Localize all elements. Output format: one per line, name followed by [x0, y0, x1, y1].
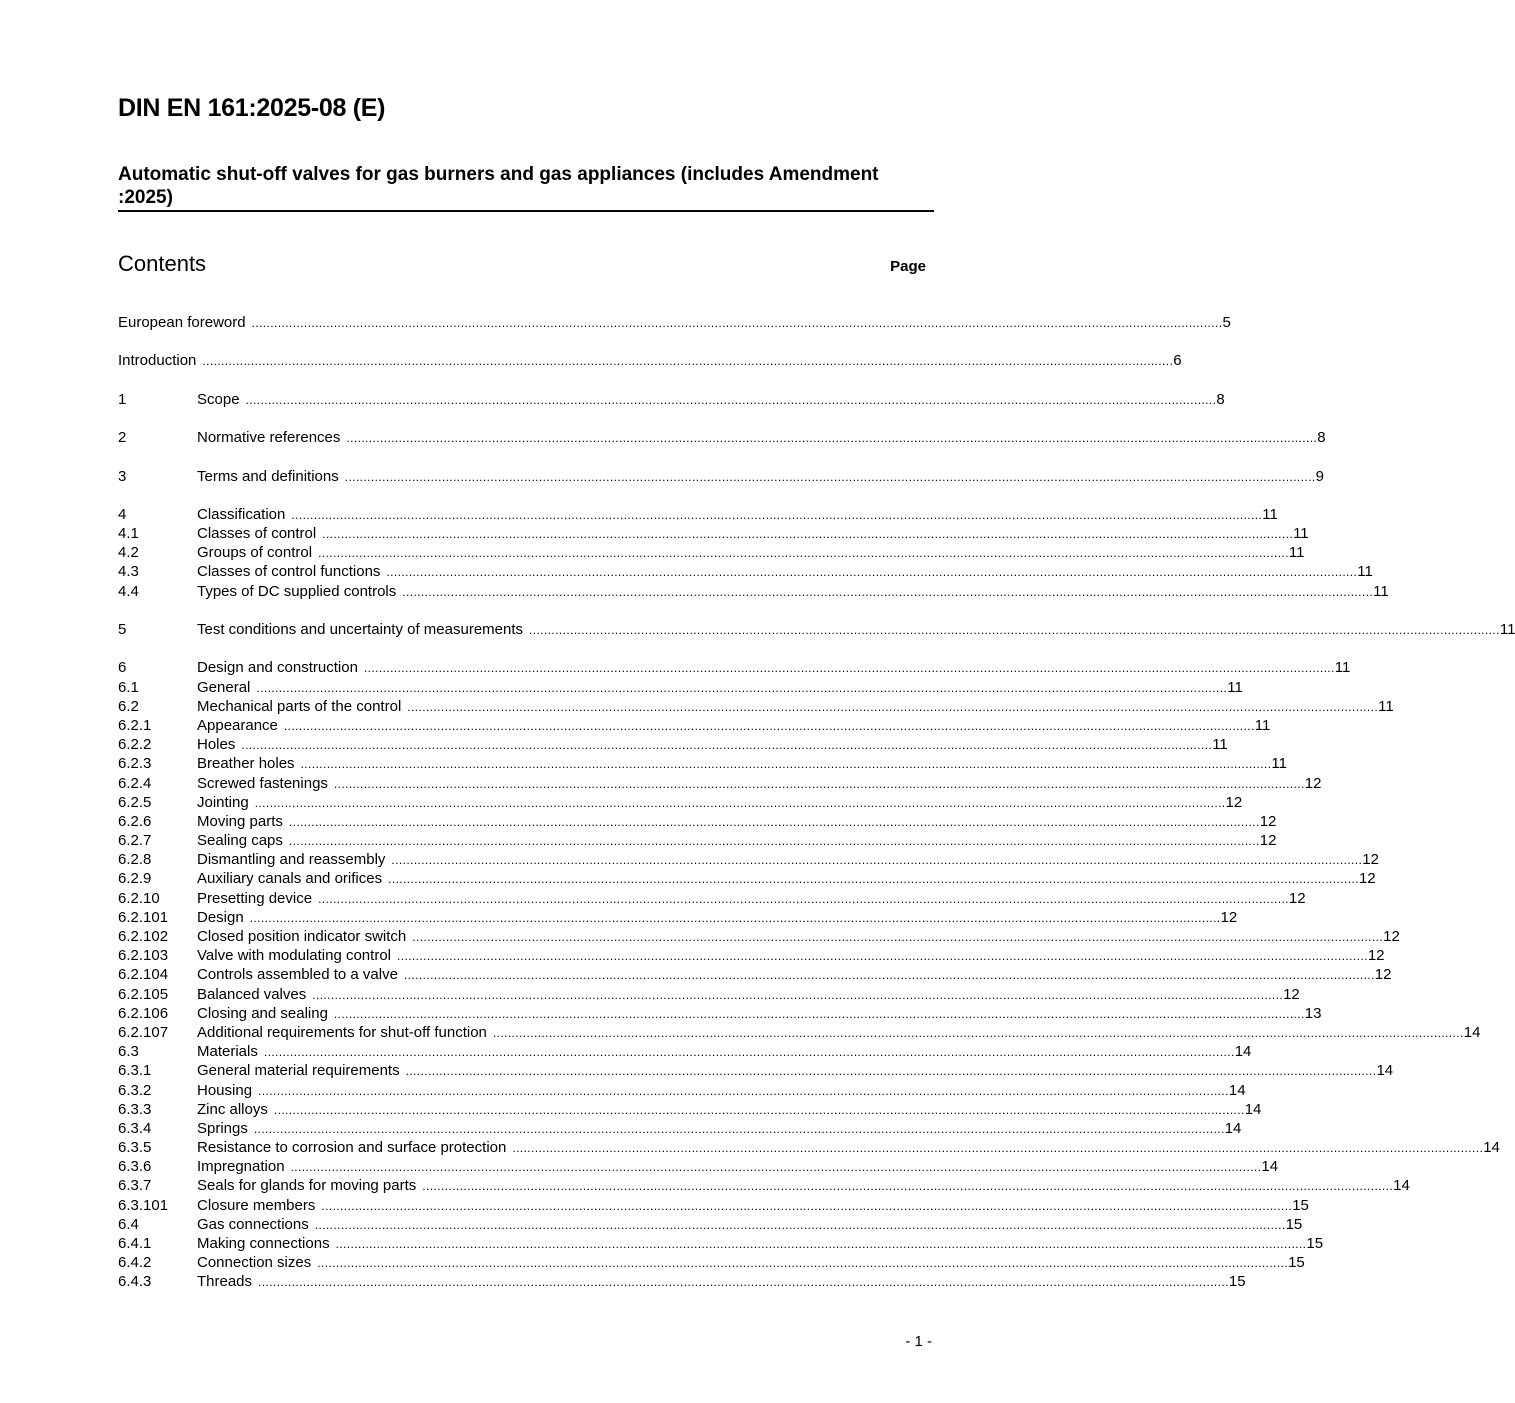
- toc-entry-title: Materials: [197, 1043, 258, 1061]
- toc-entry-page: 12: [1283, 985, 1300, 1003]
- toc-entry-number: 6.2.2: [118, 736, 152, 754]
- dot-leader: ....................................................................................................................................................................................................................................................................: [291, 507, 1263, 522]
- toc-entry-title: Classes of control: [197, 525, 317, 543]
- toc-entry-title: Controls assembled to a valve: [197, 966, 398, 984]
- dot-leader: ....................................................................................................................................................................................................................................................................: [288, 834, 1260, 849]
- dot-leader: ....................................................................................................................................................................................................................................................................: [412, 930, 1384, 944]
- toc-entry-number: 6.2.103: [118, 947, 169, 965]
- toc-entry[interactable]: [118, 1061, 1394, 1080]
- toc-entry-number: 6.2.4: [118, 774, 152, 792]
- dot-leader: ....................................................................................................................................................................................................................................................................: [283, 718, 1255, 733]
- toc-entry[interactable]: [118, 1253, 1305, 1272]
- toc-entry-page: 9: [1315, 467, 1324, 485]
- dot-leader: ....................................................................................................................................................................................................................................................................: [251, 316, 1223, 330]
- toc-entry-page: 11: [1334, 659, 1351, 677]
- toc-entry-page: 8: [1216, 390, 1225, 408]
- table-of-contents: [118, 313, 1515, 1292]
- toc-entry-page: 11: [1373, 582, 1389, 600]
- dot-leader: ....................................................................................................................................................................................................................................................................: [407, 699, 1379, 714]
- dot-leader: ....................................................................................................................................................................................................................................................................: [318, 546, 1289, 561]
- toc-entry-number: 6.2.7: [118, 832, 152, 850]
- toc-entry-number: 4.4: [118, 582, 139, 600]
- toc-entry[interactable]: [118, 620, 1515, 639]
- toc-entry-number: 6.3.1: [118, 1062, 152, 1080]
- toc-entry-page: 14: [1224, 1119, 1242, 1137]
- toc-entry-title: Mechanical parts of the control: [197, 697, 402, 715]
- toc-entry-number: 6.2.1: [118, 716, 152, 734]
- toc-entry-title: Balanced valves: [197, 985, 307, 1003]
- toc-entry-title: Additional requirements for shut-off function: [197, 1023, 487, 1041]
- toc-entry-number: 4.3: [118, 563, 139, 581]
- dot-leader: ....................................................................................................................................................................................................................................................................: [529, 623, 1500, 637]
- dot-leader: ....................................................................................................................................................................................................................................................................: [202, 354, 1174, 369]
- dot-leader: ....................................................................................................................................................................................................................................................................: [403, 968, 1375, 983]
- toc-entry-number: 4.2: [118, 544, 139, 562]
- toc-entry-page: 12: [1367, 947, 1385, 965]
- toc-entry-number: 6.3.5: [118, 1139, 152, 1157]
- toc-entry-page: 12: [1358, 870, 1376, 888]
- toc-entry[interactable]: [118, 889, 1306, 908]
- toc-entry-title: Closing and sealing: [197, 1004, 328, 1022]
- toc-entry-title: Housing: [197, 1081, 253, 1099]
- dot-leader: ....................................................................................................................................................................................................................................................................: [335, 1237, 1307, 1251]
- toc-entry-number: 6.2.102: [118, 928, 169, 945]
- toc-entry-page: 15: [1228, 1273, 1246, 1291]
- toc-entry[interactable]: [118, 543, 1305, 562]
- toc-entry-page: 13: [1304, 1004, 1322, 1022]
- toc-entry-title: Normative references: [197, 429, 341, 447]
- toc-entry[interactable]: [118, 774, 1322, 793]
- toc-entry-number: 3: [118, 467, 127, 485]
- toc-entry-page: 15: [1288, 1254, 1305, 1272]
- toc-entry-page: 12: [1288, 889, 1306, 907]
- toc-entry[interactable]: [118, 1119, 1242, 1138]
- dot-leader: ....................................................................................................................................................................................................................................................................: [405, 1064, 1377, 1079]
- toc-entry-title: Holes: [197, 736, 236, 754]
- toc-entry[interactable]: [118, 582, 1389, 601]
- dot-leader: ....................................................................................................................................................................................................................................................................: [346, 431, 1318, 446]
- dot-leader: ....................................................................................................................................................................................................................................................................: [363, 661, 1335, 676]
- toc-entry-page: 11: [1357, 563, 1373, 581]
- toc-entry-page: 14: [1483, 1139, 1500, 1157]
- toc-entry-page: 12: [1220, 908, 1238, 926]
- toc-entry-number: 6.2.10: [118, 889, 160, 907]
- toc-entry-number: 6.2.104: [118, 966, 169, 984]
- toc-entry-title: Scope: [197, 390, 240, 408]
- toc-entry[interactable]: [118, 1176, 1410, 1195]
- toc-entry[interactable]: [118, 658, 1351, 677]
- toc-entry-page: 15: [1292, 1196, 1309, 1214]
- toc-entry[interactable]: [118, 850, 1379, 869]
- toc-entry[interactable]: [118, 1004, 1322, 1023]
- dot-leader: ....................................................................................................................................................................................................................................................................: [344, 469, 1316, 484]
- toc-entry-number: 1: [118, 390, 127, 408]
- toc-entry-title: European foreword: [118, 314, 246, 331]
- dot-leader: ....................................................................................................................................................................................................................................................................: [241, 738, 1213, 753]
- toc-entry-page: 14: [1393, 1177, 1410, 1195]
- toc-entry-number: 6.2.107: [118, 1023, 169, 1041]
- toc-entry[interactable]: [118, 351, 1182, 370]
- toc-entry-number: 6.4.3: [118, 1273, 152, 1291]
- toc-entry-page: 11: [1499, 621, 1515, 638]
- toc-entry-title: Seals for glands for moving parts: [197, 1177, 417, 1195]
- dot-leader: ....................................................................................................................................................................................................................................................................: [253, 1121, 1225, 1136]
- dot-leader: ....................................................................................................................................................................................................................................................................: [245, 392, 1217, 407]
- toc-entry[interactable]: [118, 831, 1277, 850]
- toc-entry-title: Zinc alloys: [197, 1100, 268, 1118]
- toc-entry[interactable]: [118, 1196, 1309, 1215]
- toc-entry-page: 14: [1261, 1158, 1279, 1176]
- toc-entry[interactable]: [118, 524, 1309, 543]
- title-divider: [118, 210, 934, 212]
- toc-entry-number: 6.2: [118, 697, 139, 715]
- toc-entry-title: Threads: [197, 1273, 253, 1291]
- toc-entry-title: Connection sizes: [197, 1254, 312, 1272]
- toc-entry[interactable]: [118, 908, 1238, 927]
- toc-entry-title: Valve with modulating control: [197, 947, 391, 965]
- toc-entry-number: 6.3.4: [118, 1119, 152, 1137]
- toc-entry-page: 11: [1293, 525, 1309, 543]
- toc-entry-number: 6.3.3: [118, 1100, 152, 1118]
- toc-entry-title: Closure members: [197, 1196, 316, 1214]
- toc-entry-title: Springs: [197, 1119, 248, 1137]
- dot-leader: ....................................................................................................................................................................................................................................................................: [512, 1141, 1484, 1156]
- toc-entry-number: 6.4: [118, 1215, 139, 1233]
- toc-entry-number: 6: [118, 659, 127, 677]
- toc-entry-number: 6.2.9: [118, 870, 152, 888]
- dot-leader: ....................................................................................................................................................................................................................................................................: [397, 949, 1368, 964]
- dot-leader: ....................................................................................................................................................................................................................................................................: [422, 1179, 1394, 1194]
- toc-entry-title: Groups of control: [197, 544, 313, 562]
- toc-entry-page: 14: [1463, 1023, 1481, 1041]
- toc-entry[interactable]: [118, 793, 1243, 812]
- toc-entry-number: 2: [118, 429, 127, 447]
- toc-entry-title: Types of DC supplied controls: [197, 582, 397, 600]
- toc-entry-page: 15: [1285, 1215, 1303, 1233]
- toc-entry[interactable]: [118, 869, 1376, 888]
- toc-entry-page: 12: [1383, 928, 1400, 945]
- toc-entry-title: Resistance to corrosion and surface protection: [197, 1139, 507, 1157]
- toc-entry-page: 6: [1173, 352, 1182, 370]
- toc-entry[interactable]: [118, 1042, 1252, 1061]
- toc-entry-page: 11: [1288, 544, 1305, 562]
- toc-entry-number: 4: [118, 505, 127, 523]
- toc-entry-title: Terms and definitions: [197, 467, 339, 485]
- toc-entry-title: Dismantling and reassembly: [197, 851, 386, 869]
- toc-entry[interactable]: [118, 716, 1271, 735]
- toc-entry-number: 6.3.101: [118, 1196, 169, 1214]
- toc-entry[interactable]: [118, 965, 1392, 984]
- toc-entry[interactable]: [118, 1100, 1262, 1119]
- toc-entry-title: Moving parts: [197, 812, 283, 830]
- toc-entry-title: Making connections: [197, 1235, 330, 1252]
- dot-leader: ....................................................................................................................................................................................................................................................................: [273, 1102, 1245, 1117]
- dot-leader: ....................................................................................................................................................................................................................................................................: [402, 584, 1374, 599]
- toc-entry-number: 6.3: [118, 1043, 139, 1061]
- dot-leader: ....................................................................................................................................................................................................................................................................: [249, 910, 1221, 925]
- toc-entry-page: 14: [1228, 1081, 1246, 1099]
- toc-entry-page: 11: [1378, 697, 1394, 715]
- toc-entry-page: 14: [1244, 1100, 1262, 1118]
- toc-entry-title: General: [197, 678, 251, 696]
- toc-entry-title: General material requirements: [197, 1062, 400, 1080]
- toc-entry[interactable]: [118, 754, 1287, 773]
- toc-entry-number: 6.4.1: [118, 1235, 152, 1252]
- toc-entry-page: 11: [1227, 678, 1243, 696]
- dot-leader: ....................................................................................................................................................................................................................................................................: [333, 776, 1305, 791]
- dot-leader: ....................................................................................................................................................................................................................................................................: [314, 1217, 1286, 1232]
- footer-page-number: - 1 -: [905, 1333, 932, 1350]
- dot-leader: ....................................................................................................................................................................................................................................................................: [312, 987, 1284, 1002]
- toc-entry-title: Auxiliary canals and orifices: [197, 870, 383, 888]
- toc-entry-number: 6.3.2: [118, 1081, 152, 1099]
- dot-leader: ....................................................................................................................................................................................................................................................................: [391, 853, 1363, 868]
- toc-entry[interactable]: [118, 505, 1278, 524]
- toc-entry[interactable]: [118, 313, 1231, 332]
- toc-entry-title: Closed position indicator switch: [197, 928, 407, 945]
- toc-entry-title: Test conditions and uncertainty of measurements: [197, 621, 524, 638]
- dot-leader: ....................................................................................................................................................................................................................................................................: [258, 1083, 1229, 1098]
- toc-entry-title: Jointing: [197, 793, 249, 811]
- dot-leader: ....................................................................................................................................................................................................................................................................: [386, 565, 1358, 580]
- toc-entry-page: 8: [1317, 429, 1326, 447]
- toc-entry[interactable]: [118, 946, 1385, 965]
- document-id: DIN EN 161:2025-08 (E): [118, 94, 386, 122]
- toc-entry[interactable]: [118, 390, 1225, 409]
- toc-entry-page: 12: [1259, 832, 1277, 850]
- toc-entry[interactable]: [118, 467, 1324, 486]
- document-title: Automatic shut-off valves for gas burners and gas appliances (includes Amendment :2025): [118, 164, 879, 208]
- toc-entry[interactable]: [118, 1138, 1500, 1157]
- toc-entry[interactable]: [118, 927, 1400, 946]
- toc-entry-title: Gas connections: [197, 1215, 309, 1233]
- toc-entry-title: Introduction: [118, 352, 197, 370]
- toc-entry[interactable]: [118, 812, 1277, 831]
- toc-entry-page: 12: [1304, 774, 1322, 792]
- dot-leader: ....................................................................................................................................................................................................................................................................: [290, 1160, 1262, 1175]
- dot-leader: ....................................................................................................................................................................................................................................................................: [321, 1198, 1293, 1213]
- dot-leader: ....................................................................................................................................................................................................................................................................: [492, 1025, 1464, 1040]
- toc-entry[interactable]: [118, 1272, 1246, 1291]
- dot-leader: ....................................................................................................................................................................................................................................................................: [317, 1256, 1289, 1271]
- toc-entry-title: Screwed fastenings: [197, 774, 328, 792]
- dot-leader: ....................................................................................................................................................................................................................................................................: [256, 680, 1228, 695]
- toc-entry-page: 12: [1259, 812, 1277, 830]
- toc-entry-page: 12: [1374, 966, 1392, 984]
- toc-entry-page: 11: [1212, 736, 1228, 754]
- toc-entry-number: 4.1: [118, 525, 139, 543]
- toc-entry[interactable]: [118, 1234, 1324, 1253]
- toc-entry-title: Design: [197, 908, 244, 926]
- toc-entry[interactable]: [118, 735, 1228, 754]
- toc-entry[interactable]: [118, 697, 1394, 716]
- toc-entry-title: Breather holes: [197, 755, 295, 773]
- toc-entry-number: 6.4.2: [118, 1254, 152, 1272]
- dot-leader: ....................................................................................................................................................................................................................................................................: [388, 872, 1359, 887]
- toc-entry-number: 6.2.5: [118, 793, 152, 811]
- toc-entry-title: Classes of control functions: [197, 563, 381, 581]
- toc-entry-page: 11: [1254, 716, 1271, 734]
- toc-entry-page: 15: [1306, 1235, 1324, 1252]
- toc-entry-page: 11: [1262, 505, 1278, 523]
- dot-leader: ....................................................................................................................................................................................................................................................................: [318, 891, 1289, 906]
- dot-leader: ....................................................................................................................................................................................................................................................................: [254, 795, 1226, 810]
- dot-leader: ....................................................................................................................................................................................................................................................................: [263, 1045, 1235, 1060]
- toc-entry-title: Presetting device: [197, 889, 313, 907]
- toc-entry-title: Appearance: [197, 716, 278, 734]
- toc-entry[interactable]: [118, 562, 1373, 581]
- toc-entry-number: 6.3.7: [118, 1177, 152, 1195]
- toc-entry-number: 5: [118, 621, 127, 638]
- toc-entry-number: 6.3.6: [118, 1158, 152, 1176]
- toc-entry-page: 5: [1222, 314, 1231, 331]
- toc-entry-number: 6.2.3: [118, 755, 152, 773]
- toc-entry[interactable]: [118, 678, 1243, 697]
- toc-entry-title: Sealing caps: [197, 832, 283, 850]
- toc-entry[interactable]: [118, 1081, 1246, 1100]
- toc-entry-title: Impregnation: [197, 1158, 285, 1176]
- toc-entry-page: 12: [1362, 851, 1379, 869]
- dot-leader: ....................................................................................................................................................................................................................................................................: [288, 814, 1260, 829]
- toc-entry-page: 14: [1376, 1062, 1394, 1080]
- page-column-label: Page: [890, 258, 926, 275]
- toc-entry-page: 12: [1225, 793, 1243, 811]
- toc-entry[interactable]: [118, 428, 1326, 447]
- toc-entry-number: 6.2.106: [118, 1004, 169, 1022]
- toc-entry-number: 6.2.8: [118, 851, 152, 869]
- toc-entry-page: 14: [1234, 1043, 1252, 1061]
- toc-entry-number: 6.2.101: [118, 908, 169, 926]
- toc-entry[interactable]: [118, 985, 1300, 1004]
- dot-leader: ....................................................................................................................................................................................................................................................................: [258, 1275, 1229, 1290]
- dot-leader: ....................................................................................................................................................................................................................................................................: [333, 1006, 1305, 1021]
- contents-heading: Contents: [118, 251, 207, 276]
- toc-entry-page: 11: [1271, 755, 1287, 773]
- toc-entry-number: 6.2.105: [118, 985, 169, 1003]
- dot-leader: ....................................................................................................................................................................................................................................................................: [322, 527, 1294, 542]
- toc-entry[interactable]: [118, 1023, 1481, 1042]
- toc-entry-title: Classification: [197, 505, 286, 523]
- toc-entry-number: 6.2.6: [118, 812, 152, 830]
- toc-entry-number: 6.1: [118, 678, 139, 696]
- toc-entry[interactable]: [118, 1215, 1303, 1234]
- toc-entry-title: Design and construction: [197, 659, 358, 677]
- dot-leader: ....................................................................................................................................................................................................................................................................: [300, 757, 1272, 772]
- toc-entry[interactable]: [118, 1157, 1279, 1176]
